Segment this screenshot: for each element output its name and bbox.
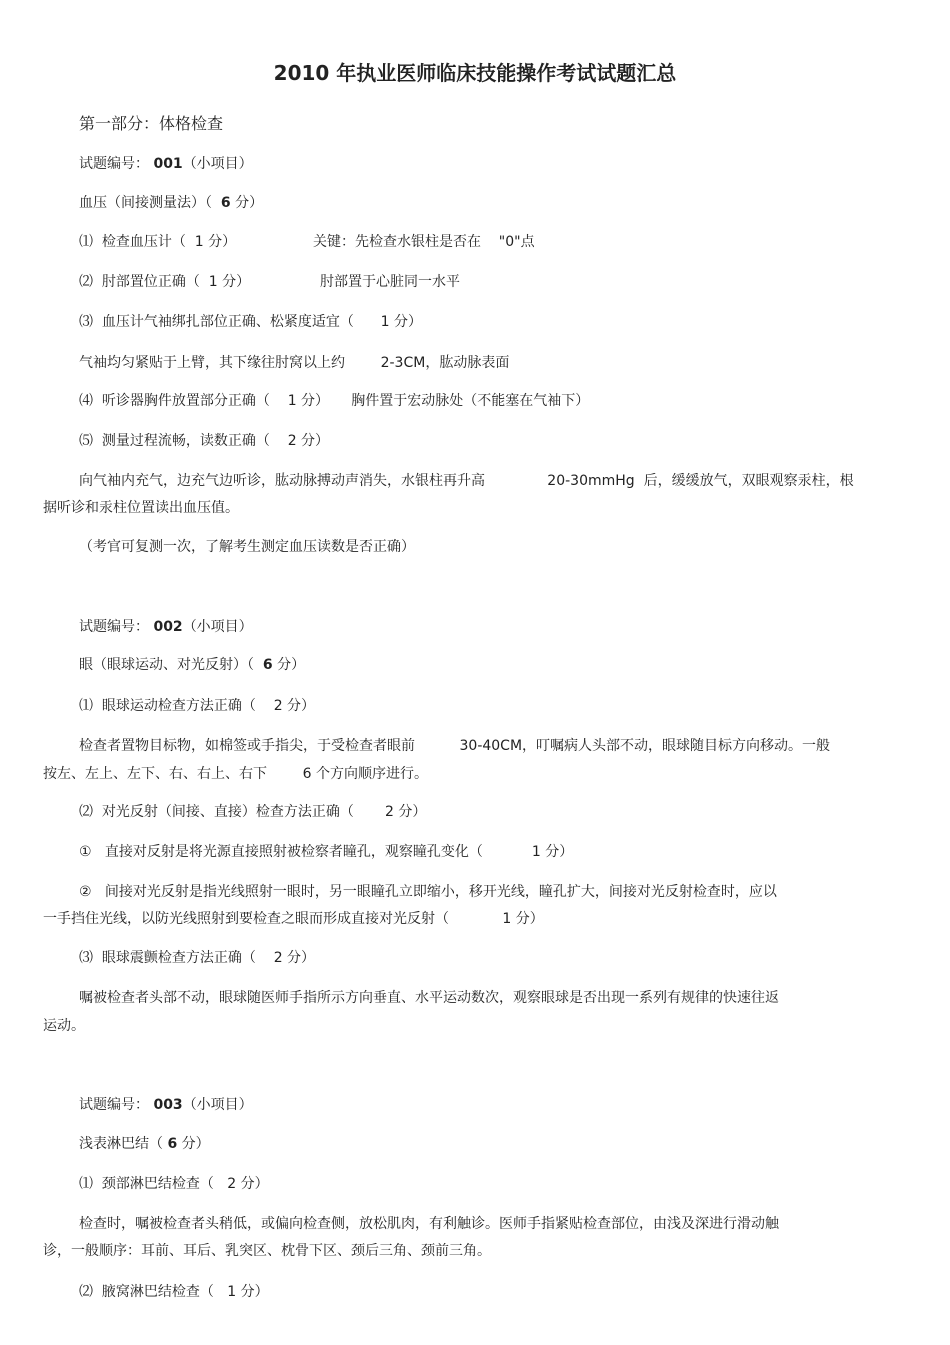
item-heading — [79, 1135, 210, 1153]
step-2: ⑵ 肘部置位正确（ 1 分） — [79, 274, 251, 290]
item-name: 血压（间接测量法）（ — [79, 195, 212, 211]
step-3-desc-line2: 运动。 — [43, 1018, 85, 1034]
step-1: ⑴ 检查血压计（ 1 分） — [79, 234, 237, 250]
step-5-desc-line2: 据听诊和汞柱位置读出血压值。 — [43, 500, 239, 516]
id-label: 试题编号： — [79, 1097, 149, 1113]
step-3-desc: 气袖均匀紧贴于上臂，其下缘往肘窝以上约 2-3CM，肱动脉表面 — [79, 355, 510, 371]
id-suffix: （小项目） — [182, 619, 253, 635]
score-suffix: 分） — [272, 657, 306, 673]
step-1-desc-line2: 按左、左上、左下、右、右上、右下 6 个方向顺序进行。 — [43, 766, 428, 782]
step-3-desc-line1: 嘱被检查者头部不动，眼球随医师手指所示方向垂直、水平运动数次，观察眼球是否出现一系列有规律的快速往返 — [79, 990, 779, 1006]
id-label: 试题编号： — [79, 619, 149, 635]
step-3: ⑶ 血压计气袖绑扎部位正确、松紧度适宜（ 1 分） — [79, 314, 422, 330]
item-heading — [79, 194, 263, 212]
score-suffix: 分） — [230, 195, 264, 211]
item-heading — [79, 656, 305, 674]
id-label: 试题编号： — [79, 156, 149, 172]
id-number: 001 — [153, 156, 183, 172]
question-id-line — [79, 1096, 253, 1114]
examiner-note: （考官可复测一次，了解考生测定血压读数是否正确） — [79, 539, 415, 555]
item-name: 眼（眼球运动、对光反射）（ — [79, 657, 254, 673]
step-1-note: 关键：先检查水银柱是否在 "0"点 — [313, 234, 535, 250]
id-number: 003 — [153, 1097, 183, 1113]
item-score: 6 — [262, 657, 273, 673]
question-id-line — [79, 618, 253, 636]
id-suffix: （小项目） — [182, 156, 253, 172]
item-score: 6 — [220, 195, 231, 211]
step-2: ⑵ 对光反射（间接、直接）检查方法正确（ 2 分） — [79, 804, 427, 820]
step-3: ⑶ 眼球震颤检查方法正确（ 2 分） — [79, 950, 316, 966]
document-title: 2010 年执业医师临床技能操作考试试题汇总 — [273, 61, 677, 85]
step-1-desc-line1: 检查时，嘱被检查者头稍低，或偏向检查侧，放松肌肉，有利触诊。医师手指紧贴检查部位，由浅及深进行滑动触 — [79, 1216, 779, 1232]
step-1: ⑴ 眼球运动检查方法正确（ 2 分） — [79, 698, 316, 714]
step-5-desc-line1: 向气袖内充气，边充气边听诊，肱动脉搏动声消失，水银柱再升高 20-30mmHg 后，缓缓放气，双眼观察汞柱，根 — [79, 473, 854, 489]
part-heading: 第一部分：体格检查 — [79, 114, 224, 133]
step-2-b-line2: 一手挡住光线，以防光线照射到要检查之眼而形成直接对光反射（ 1 分） — [43, 911, 544, 927]
item-score: 6 — [167, 1136, 178, 1152]
item-name: 浅表淋巴结（ — [79, 1136, 163, 1152]
id-number: 002 — [153, 619, 183, 635]
step-4: ⑷ 听诊器胸件放置部分正确（ 1 分） 胸件置于宏动脉处（不能塞在气袖下） — [79, 393, 590, 409]
step-1-desc-line1: 检查者置物目标物，如棉签或手指尖，于受检查者眼前 30-40CM，叮嘱病人头部不动，眼球随目标方向移动。一般 — [79, 738, 831, 754]
question-id-line — [79, 155, 253, 173]
step-2-note: 肘部置于心脏同一水平 — [320, 274, 460, 290]
id-suffix: （小项目） — [182, 1097, 253, 1113]
step-2: ⑵ 腋窝淋巴结检查（ 1 分） — [79, 1284, 269, 1300]
step-2-b-line1: ② 间接对光反射是指光线照射一眼时，另一眼瞳孔立即缩小，移开光线，瞳孔扩大，间接对光反射检查时，应以 — [79, 884, 777, 900]
score-suffix: 分） — [177, 1136, 210, 1152]
step-1: ⑴ 颈部淋巴结检查（ 2 分） — [79, 1176, 269, 1192]
step-5: ⑸ 测量过程流畅，读数正确（ 2 分） — [79, 433, 330, 449]
step-2-a: ① 直接对反射是将光源直接照射被检察者瞳孔，观察瞳孔变化（ 1 分） — [79, 844, 574, 860]
step-1-desc-line2: 诊，一般顺序：耳前、耳后、乳突区、枕骨下区、颈后三角、颈前三角。 — [43, 1243, 491, 1259]
